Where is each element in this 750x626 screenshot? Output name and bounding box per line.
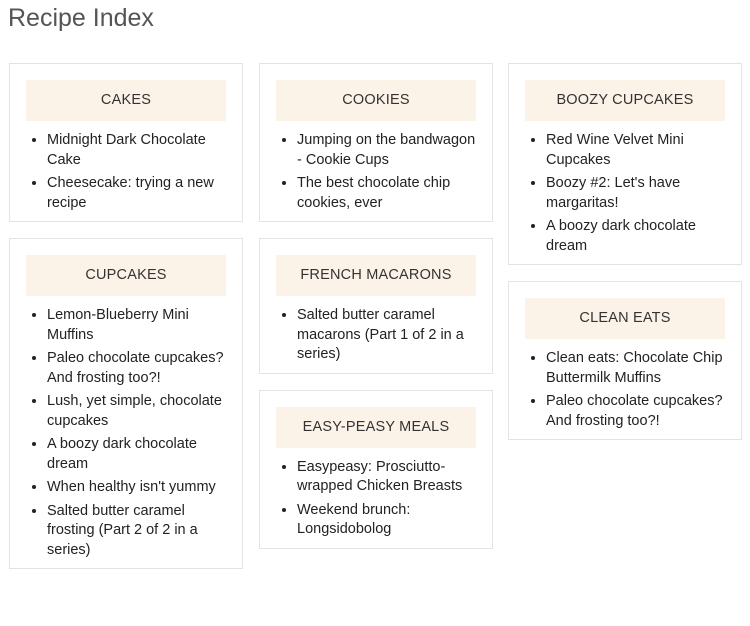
recipe-link[interactable]: • The best chocolate chip cookies, ever	[297, 174, 476, 213]
recipe-link[interactable]: • Red Wine Velvet Mini Cupcakes	[546, 131, 725, 170]
recipe-list-cakes	[26, 131, 226, 213]
category-card-boozy-cupcakes	[508, 63, 742, 265]
recipe-link[interactable]: • Salted butter caramel frosting (Part 2 of 2 in a series)	[47, 502, 226, 561]
category-title-french-macarons: FRENCH MACARONS	[276, 255, 476, 296]
page-title: Recipe Index	[8, 4, 154, 32]
recipe-link[interactable]: • A boozy dark chocolate dream	[47, 435, 226, 474]
category-title-cakes: CAKES	[26, 80, 226, 121]
recipe-list-easy-peasy-meals	[276, 458, 476, 540]
category-title-cookies: COOKIES	[276, 80, 476, 121]
recipe-link[interactable]: • Easypeasy: Prosciutto-wrapped Chicken Breasts	[297, 458, 476, 497]
recipe-list-french-macarons	[276, 306, 476, 365]
column-2	[259, 63, 493, 565]
recipe-link[interactable]: • Weekend brunch: Longsidobolog	[297, 501, 476, 540]
category-card-french-macarons	[259, 238, 493, 374]
recipe-link[interactable]: • Boozy #2: Let's have margaritas!	[546, 174, 725, 213]
recipe-link[interactable]: • A boozy dark chocolate dream	[546, 217, 725, 256]
recipe-list-cupcakes	[26, 306, 226, 560]
recipe-link[interactable]: • Paleo chocolate cupcakes? And frosting too?!	[546, 392, 725, 431]
category-card-clean-eats	[508, 281, 742, 440]
recipe-link[interactable]: • When healthy isn't yummy	[47, 478, 226, 498]
recipe-link[interactable]: • Jumping on the bandwagon - Cookie Cups	[297, 131, 476, 170]
category-card-cakes	[9, 63, 243, 222]
column-3	[508, 63, 742, 456]
recipe-list-clean-eats	[525, 349, 725, 431]
recipe-link[interactable]: • Salted butter caramel macarons (Part 1 of 2 in a series)	[297, 306, 476, 365]
category-title-cupcakes: CUPCAKES	[26, 255, 226, 296]
recipe-link[interactable]: • Lush, yet simple, chocolate cupcakes	[47, 392, 226, 431]
recipe-link[interactable]: • Lemon-Blueberry Mini Muffins	[47, 306, 226, 345]
recipe-link[interactable]: • Paleo chocolate cupcakes? And frosting too?!	[47, 349, 226, 388]
category-card-easy-peasy-meals	[259, 390, 493, 549]
recipe-link[interactable]: • Clean eats: Chocolate Chip Buttermilk Muffins	[546, 349, 725, 388]
column-1	[9, 63, 243, 585]
category-card-cookies	[259, 63, 493, 222]
recipe-link[interactable]: • Cheesecake: trying a new recipe	[47, 174, 226, 213]
category-card-cupcakes	[9, 238, 243, 569]
category-title-clean-eats: CLEAN EATS	[525, 298, 725, 339]
recipe-list-cookies	[276, 131, 476, 213]
category-title-easy-peasy-meals: EASY-PEASY MEALS	[276, 407, 476, 448]
recipe-list-boozy-cupcakes	[525, 131, 725, 256]
recipe-link[interactable]: • Midnight Dark Chocolate Cake	[47, 131, 226, 170]
category-title-boozy-cupcakes: BOOZY CUPCAKES	[525, 80, 725, 121]
